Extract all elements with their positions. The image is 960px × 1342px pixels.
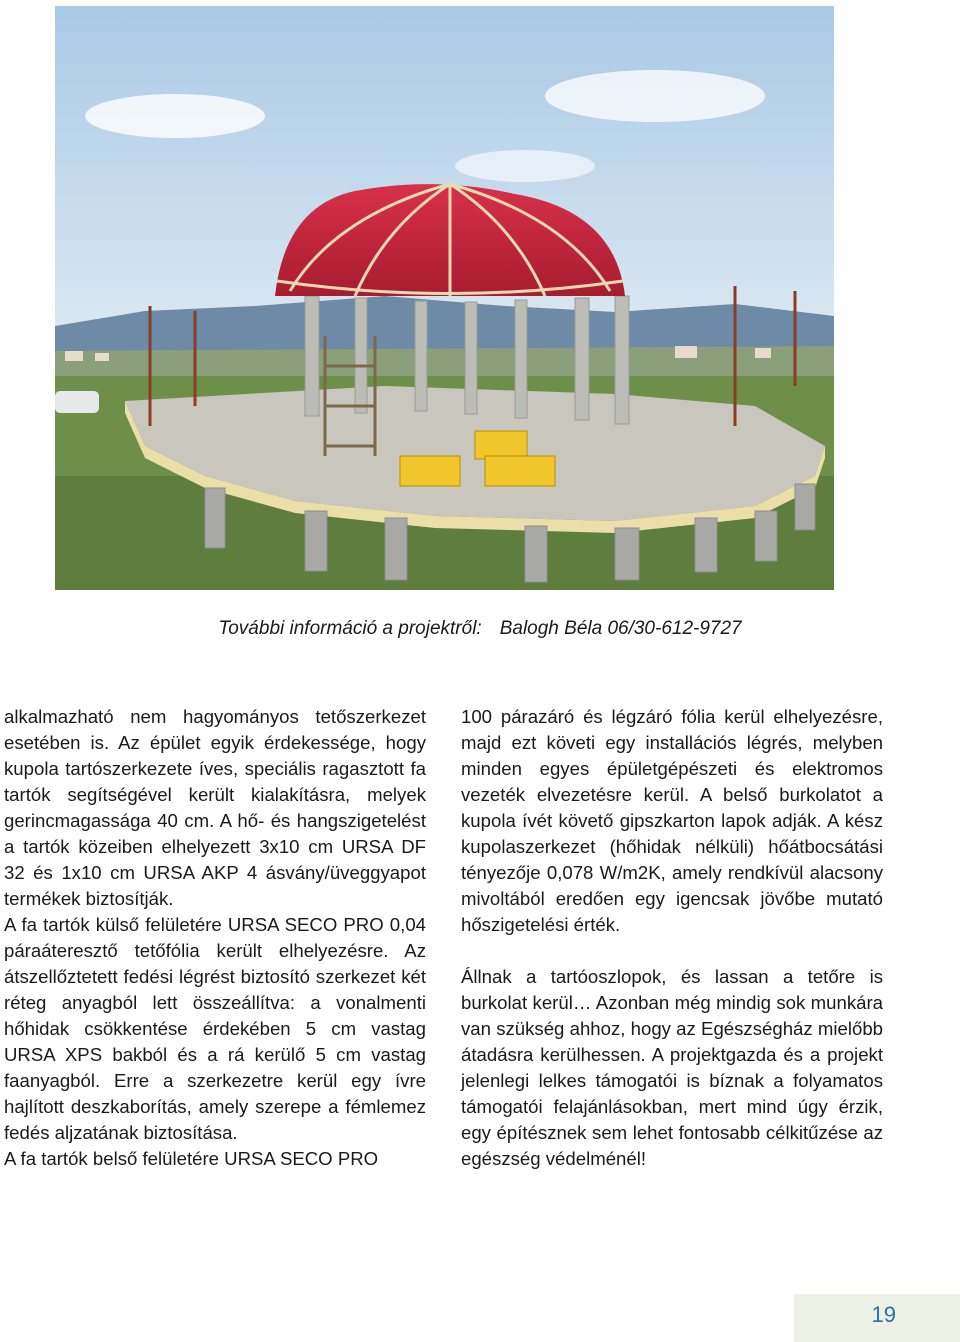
project-info-caption — [0, 618, 960, 640]
left-column — [4, 704, 426, 1172]
right-column — [461, 704, 883, 1172]
left-paragraph-2: A fa tartók külső felületére URSA SECO PRO 0,04 páraáteresztő tetőfólia került elhelyezésre. Az átszellőztetett fedési légrést biztosító szerkezet két réteg anyagból lett összeállítva: a vonalmenti hőhidak csökkentése érdekében 5 cm vastag URSA XPS bakból és a rá kerülő 5 cm vastag faanyagból. Erre a szerkezetre kerül egy ívre hajlított deszkaborítás, amely szerepe a fémlemez fedés aljzatának biztosítása. — [4, 914, 426, 1143]
left-paragraph-3: A fa tartók belső felületére URSA SECO PRO — [4, 1148, 379, 1169]
caption-contact: Balogh Béla 06/30-612-9727 — [499, 618, 742, 639]
page-number: 19 — [871, 1302, 896, 1327]
right-paragraph-2: Állnak a tartóoszlopok, és lassan a tetőre is burkolat kerül… Azonban még mindig sok munkára van szükség ahhoz, hogy az Egészségház mielőbb átadásra kerülhessen. A projektgazda és a projekt jelenlegi lelkes támogatói is bíznak a folyamatos támogatói felajánlásokban, mert mind úgy érzik, egy építésznek sem lehet fontosabb célkitűzése az egészség védelménél! — [461, 966, 883, 1169]
caption-label: További információ a projektről: — [218, 618, 482, 639]
page-number-box — [794, 1294, 960, 1342]
left-paragraph-1: alkalmazható nem hagyományos tetőszerkezet esetében is. Az épület egyik érdekessége, hogy kupola tartószerkezete íves, speciális ragasztott fa tartók segítségével került kialakításra, melyek gerincmagassága 40 cm. A hő- és hangszigetelést a tartók közeiben elhelyezett 3x10 cm URSA DF 32 és 1x10 cm URSA AKP 4 ásvány/üveggyapot termékek biztosítják. — [4, 706, 426, 909]
right-paragraph-1: 100 párazáró és légzáró fólia kerül elhelyezésre, majd ezt követi egy installációs légrés, melyben minden egyes épületgépészeti és elektromos vezeték elvezetésre kerül. A belső burkolatot a kupola ívét követő gipszkarton lapok adják. A kész kupolaszerkezet (hőhidak nélküli) hőátbocsátási tényezője 0,078 W/m2K, amely rendkívül alacsony mivoltából eredően egy igencsak jövőbe mutató hőszigetelési érték. — [461, 706, 883, 935]
dome-construction-photo — [55, 6, 834, 590]
